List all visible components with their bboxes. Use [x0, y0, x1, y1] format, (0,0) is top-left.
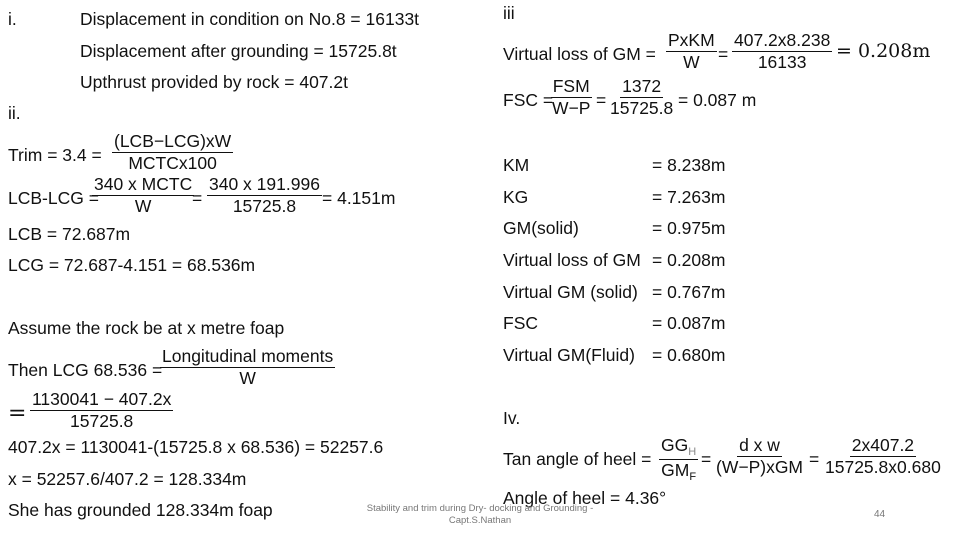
table-value-km: = 8.238m: [652, 155, 726, 175]
grounded-line: She has grounded 128.334m foap: [8, 500, 273, 520]
fsc-prefix: FSC =: [503, 90, 554, 110]
equation-407-line: 407.2x = 1130041-(15725.8 x 68.536) = 52257.6: [8, 437, 384, 457]
tan-equals-2: =: [809, 449, 820, 469]
lcb-lcg-result: = 4.151m: [322, 188, 396, 208]
gg-subscript: H: [688, 446, 697, 458]
tan-denominator-1: [659, 460, 698, 483]
tan-fraction-1: [659, 436, 698, 483]
trim-numerator: (LCB−LCG)xW: [114, 131, 232, 151]
angle-of-heel-line: Angle of heel = 4.36°: [503, 488, 667, 508]
x-fraction-denominator: 15725.8: [70, 411, 134, 431]
fsc-numerator-2: 1372: [622, 76, 662, 96]
tan-numerator-1: [659, 436, 698, 460]
table-label-gm-solid: GM(solid): [503, 218, 579, 238]
table-value-gm-solid: = 0.975m: [652, 218, 726, 238]
lcb-lcg-equals: =: [192, 188, 203, 208]
gg-text: GG: [661, 435, 689, 455]
tan-denominator-3: 15725.8x0.680: [825, 457, 941, 477]
gm-text: GM: [661, 460, 690, 480]
trim-denominator: MCTCx100: [128, 153, 217, 173]
tan-denominator-2: (W−P)xGM: [716, 457, 804, 477]
section-i-label: i.: [8, 9, 17, 29]
lcg-line: LCG = 72.687-4.151 = 68.536m: [8, 255, 256, 275]
moments-numerator: Longitudinal moments: [162, 346, 334, 366]
lcb-lcg-numerator-2: 340 x 191.996: [209, 174, 320, 194]
tan-fraction-2: [714, 436, 805, 477]
footer-author: Capt.S.Nathan: [448, 515, 512, 526]
section-iv-label: Iv.: [503, 408, 521, 428]
tan-equals-1: =: [701, 449, 712, 469]
trim-fraction: [112, 132, 233, 173]
displacement-line: Displacement in condition on No.8 = 16133t: [80, 9, 420, 29]
section-ii-label: ii.: [8, 103, 21, 123]
table-value-kg: = 7.263m: [652, 187, 726, 207]
fsc-denominator-1: W−P: [552, 98, 591, 118]
fsc-denominator-2: 15725.8: [610, 98, 674, 118]
virtual-loss-fraction-2: [732, 31, 832, 72]
displacement-after-line: Displacement after grounding = 15725.8t: [80, 41, 397, 61]
table-value-virtual-loss: = 0.208m: [652, 250, 726, 270]
gm-subscript: F: [689, 471, 697, 483]
tan-numerator-3: 2x407.2: [851, 435, 915, 455]
lcb-lcg-prefix: LCB-LCG =: [8, 188, 99, 208]
fsc-result: = 0.087 m: [678, 90, 757, 110]
fsc-equals: =: [596, 90, 607, 110]
lcb-lcg-fraction-1: [92, 175, 194, 216]
assume-line: Assume the rock be at x metre foap: [8, 318, 285, 338]
virtual-loss-denominator-2: 16133: [757, 52, 807, 72]
tan-heel-prefix: Tan angle of heel =: [503, 449, 652, 469]
table-value-virtual-gm-solid: = 0.767m: [652, 282, 726, 302]
lcb-lcg-fraction-2: [207, 175, 322, 216]
table-label-kg: KG: [503, 187, 529, 207]
virtual-loss-fraction-1: [666, 31, 717, 72]
table-label-virtual-loss: Virtual loss of GM: [503, 250, 641, 270]
table-label-fsc: FSC: [503, 313, 538, 333]
table-label-km: KM: [503, 155, 530, 175]
footer-caption: [330, 503, 630, 527]
equals-sign: =: [8, 401, 27, 426]
then-lcg-prefix: Then LCG 68.536 =: [8, 360, 163, 380]
table-value-fsc: = 0.087m: [652, 313, 726, 333]
virtual-loss-numerator-2: 407.2x8.238: [734, 30, 831, 50]
lcb-line: LCB = 72.687m: [8, 224, 131, 244]
x-fraction: [30, 390, 173, 431]
lcb-lcg-numerator-1: 340 x MCTC: [94, 174, 193, 194]
table-label-virtual-gm-solid: Virtual GM (solid): [503, 282, 638, 302]
tan-numerator-2: d x w: [739, 435, 780, 455]
section-iii-label: iii: [503, 3, 515, 23]
lcb-lcg-denominator-1: W: [134, 196, 152, 216]
virtual-loss-numerator-1: PxKM: [668, 30, 715, 50]
tan-fraction-3: [823, 436, 943, 477]
page-number: 44: [874, 509, 886, 520]
x-result-line: x = 52257.6/407.2 = 128.334m: [8, 469, 247, 489]
lcb-lcg-denominator-2: 15725.8: [232, 196, 297, 216]
moments-denominator: W: [239, 368, 256, 388]
trim-prefix: Trim = 3.4 =: [8, 145, 102, 165]
virtual-loss-result: = 0.208m: [836, 40, 931, 62]
x-fraction-numerator: 1130041 − 407.2x: [32, 389, 172, 409]
footer-title: Stability and trim during Dry- docking and Grounding -: [366, 503, 594, 514]
table-label-virtual-gm-fluid: Virtual GM(Fluid): [503, 345, 635, 365]
fsc-fraction-2: [608, 77, 675, 118]
table-value-virtual-gm-fluid: = 0.680m: [652, 345, 726, 365]
fsc-fraction-1: [550, 77, 592, 118]
virtual-loss-denominator-1: W: [683, 52, 700, 72]
moments-fraction: [160, 347, 335, 388]
upthrust-line: Upthrust provided by rock = 407.2t: [80, 72, 348, 92]
virtual-loss-equals: =: [718, 44, 729, 64]
virtual-loss-prefix: Virtual loss of GM =: [503, 44, 656, 64]
fsc-numerator-1: FSM: [552, 76, 590, 96]
